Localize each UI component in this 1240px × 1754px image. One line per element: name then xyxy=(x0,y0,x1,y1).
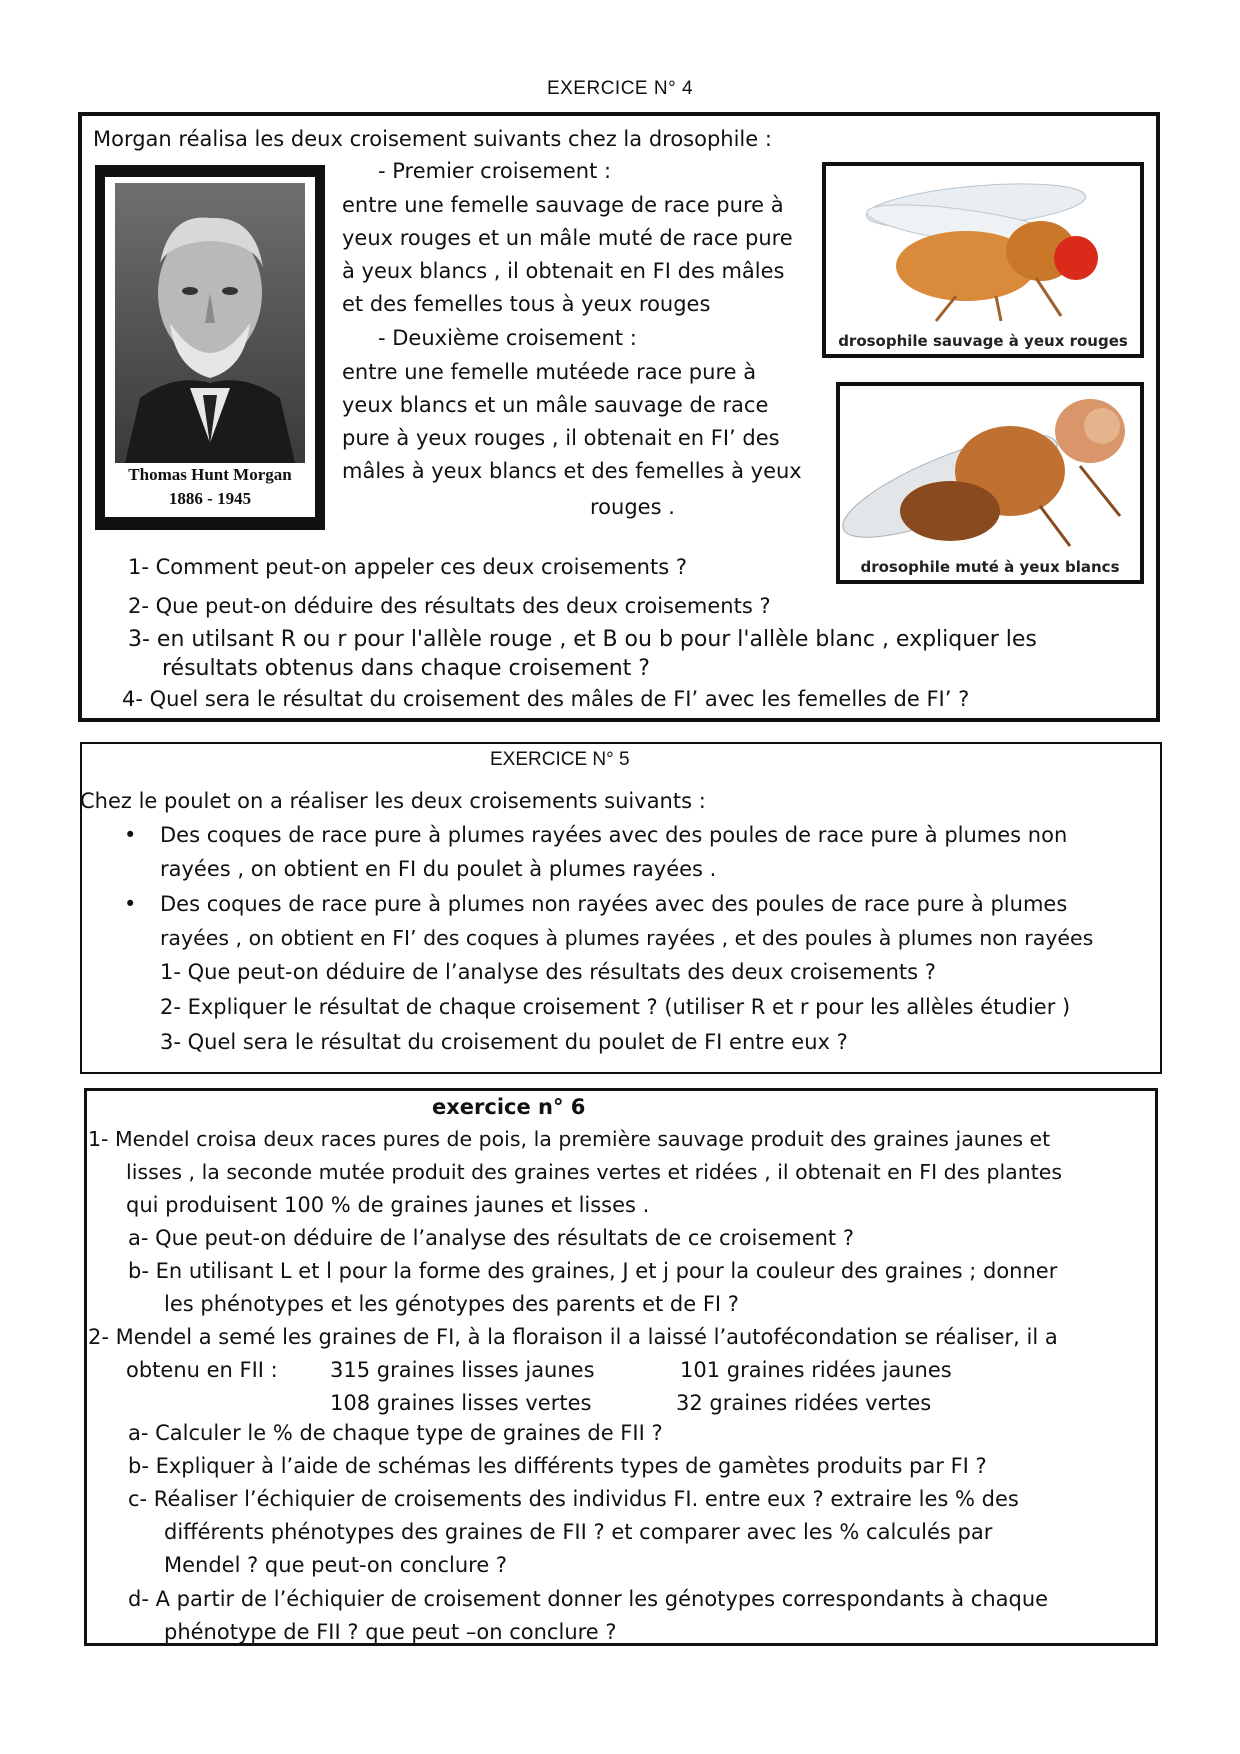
ex6-q2-obtenu: obtenu en FII : xyxy=(126,1358,278,1382)
ex5-bullet-icon: • xyxy=(124,892,137,916)
cross1-line: entre une femelle sauvage de race pure à xyxy=(342,193,784,217)
ex6-q2a: a- Calculer le % de chaque type de graines de FII ? xyxy=(128,1421,663,1445)
cross2-line: rouges . xyxy=(590,495,675,519)
ex5-question: 2- Expliquer le résultat de chaque croisement ? (utiliser R et r pour les allèles étudier ) xyxy=(160,995,1071,1019)
ex5-title: EXERCICE N° 5 xyxy=(490,749,630,770)
morgan-portrait xyxy=(95,165,325,530)
ex6-q2c: différents phénotypes des graines de FII ? et comparer avec les % calculés par xyxy=(164,1520,993,1544)
ex4-intro: Morgan réalisa les deux croisement suivants chez la drosophile : xyxy=(93,127,772,151)
ex4-question: 2- Que peut-on déduire des résultats des deux croisements ? xyxy=(128,594,771,618)
portrait-name: Thomas Hunt Morgan xyxy=(128,465,292,484)
ex4-question: 4- Quel sera le résultat du croisement des mâles de FI’ avec les femelles de FI’ ? xyxy=(122,687,970,711)
cross1-line: à yeux blancs , il obtenait en FI des mâles xyxy=(342,259,785,283)
fly-image-mutant xyxy=(836,382,1144,584)
ex6-q1-line: qui produisent 100 % de graines jaunes et lisses . xyxy=(126,1193,650,1217)
ex5-bullet-text: Des coques de race pure à plumes non rayées avec des poules de race pure à plumes xyxy=(160,892,1068,916)
cross1-line: yeux rouges et un mâle muté de race pure xyxy=(342,226,793,250)
ex6-q1-line: 1- Mendel croisa deux races pures de pois, la première sauvage produit des graines jaunes et xyxy=(88,1127,1051,1151)
ex4-question: 3- en utilsant R ou r pour l'allèle rouge , et B ou b pour l'allèle blanc , expliquer les xyxy=(128,627,1037,652)
ex5-intro: Chez le poulet on a réaliser les deux croisements suivants : xyxy=(80,789,706,813)
fly-image-wild xyxy=(822,162,1144,358)
ex6-q2c: c- Réaliser l’échiquier de croisements des individus FI. entre eux ? extraire les % des xyxy=(128,1487,1019,1511)
ex6-q1a: a- Que peut-on déduire de l’analyse des résultats de ce croisement ? xyxy=(128,1226,854,1250)
ex6-q2d: phénotype de FII ? que peut –on conclure ? xyxy=(164,1620,617,1644)
ex6-q1b: b- En utilisant L et l pour la forme des graines, J et j pour la couleur des graines ; donner xyxy=(128,1259,1058,1283)
ex6-title: exercice n° 6 xyxy=(432,1095,586,1119)
ex6-q1b: les phénotypes et les génotypes des parents et de FI ? xyxy=(164,1292,739,1316)
cross2-line: entre une femelle mutéede race pure à xyxy=(342,360,757,384)
ex6-q1-line: lisses , la seconde mutée produit des graines vertes et ridées , il obtenait en FI des plantes xyxy=(126,1160,1063,1184)
ex4-question: résultats obtenus dans chaque croisement ? xyxy=(162,656,650,681)
cross1-line: et des femelles tous à yeux rouges xyxy=(342,292,711,316)
seed-count: 101 graines ridées jaunes xyxy=(680,1358,952,1382)
portrait-photo-icon xyxy=(115,183,305,463)
ex6-q2d: d- A partir de l’échiquier de croisement donner les génotypes correspondants à chaque xyxy=(128,1587,1049,1611)
ex4-question: 1- Comment peut-on appeler ces deux croisements ? xyxy=(128,555,687,579)
fly1-caption: drosophile sauvage à yeux rouges xyxy=(838,332,1128,350)
seed-count: 108 graines lisses vertes xyxy=(330,1391,592,1415)
ex5-bullet-text: rayées , on obtient en FI’ des coques à plumes rayées , et des poules à plumes non rayées xyxy=(160,926,1094,950)
ex5-bullet-icon: • xyxy=(124,823,137,847)
ex6-q2c: Mendel ? que peut-on conclure ? xyxy=(164,1553,508,1577)
page-title: EXERCICE N° 4 xyxy=(546,78,694,99)
ex5-question: 1- Que peut-on déduire de l’analyse des résultats des deux croisements ? xyxy=(160,960,936,984)
fly-wild-icon xyxy=(826,166,1140,326)
seed-count: 32 graines ridées vertes xyxy=(676,1391,932,1415)
cross2-heading: - Deuxième croisement : xyxy=(378,326,637,350)
ex6-q2-line: 2- Mendel a semé les graines de FI, à la floraison il a laissé l’autofécondation se réaliser, il a xyxy=(88,1325,1058,1349)
cross1-heading: - Premier croisement : xyxy=(378,159,612,183)
fly-mutant-icon xyxy=(840,386,1140,552)
seed-count: 315 graines lisses jaunes xyxy=(330,1358,595,1382)
cross2-line: yeux blancs et un mâle sauvage de race xyxy=(342,393,769,417)
ex6-q2b: b- Expliquer à l’aide de schémas les différents types de gamètes produits par FI ? xyxy=(128,1454,987,1478)
ex5-bullet-text: rayées , on obtient en FI du poulet à plumes rayées . xyxy=(160,857,717,881)
cross2-line: mâles à yeux blancs et des femelles à yeux xyxy=(342,459,802,483)
cross2-line: pure à yeux rouges , il obtenait en FI’ des xyxy=(342,426,780,450)
portrait-dates: 1886 - 1945 xyxy=(168,489,252,508)
ex5-question: 3- Quel sera le résultat du croisement du poulet de FI entre eux ? xyxy=(160,1030,848,1054)
ex5-bullet-text: Des coques de race pure à plumes rayées avec des poules de race pure à plumes non xyxy=(160,823,1068,847)
fly2-caption: drosophile muté à yeux blancs xyxy=(860,558,1120,576)
